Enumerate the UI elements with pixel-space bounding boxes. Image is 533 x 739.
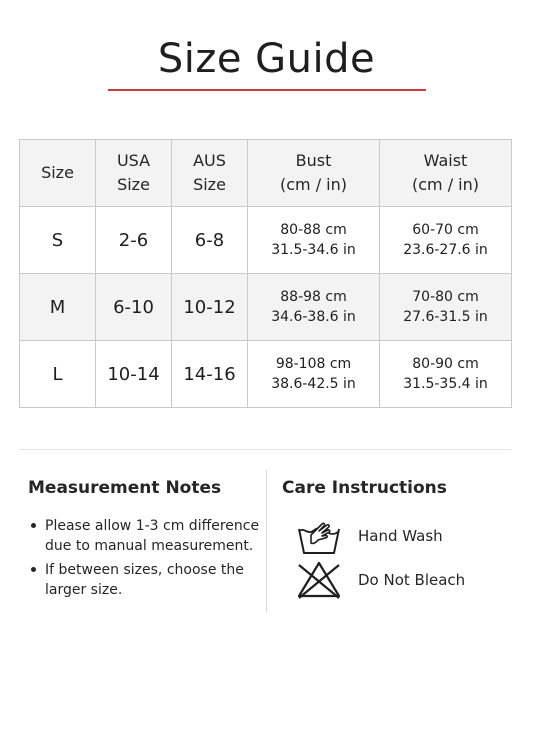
cell-waist: 80-90 cm 31.5-35.4 in (380, 341, 512, 408)
cell-usa-size: 6-10 (96, 274, 172, 341)
cell-aus-size: 6-8 (172, 207, 248, 274)
measurement-notes-list (28, 516, 264, 604)
table-row (20, 274, 512, 341)
care-label: Do Not Bleach (358, 571, 466, 589)
cell-usa-size: 10-14 (96, 341, 172, 408)
cell-usa-size: 2-6 (96, 207, 172, 274)
measurement-notes-title: Measurement Notes (28, 478, 222, 498)
page-title: Size Guide (157, 36, 376, 82)
cell-bust: 80-88 cm 31.5-34.6 in (248, 207, 380, 274)
cell-size: M (20, 274, 96, 341)
section-divider (19, 449, 511, 450)
list-item: Please allow 1-3 cm difference due to manual measurement. (28, 516, 264, 556)
header-bust: Bust (cm / in) (248, 140, 380, 207)
cell-aus-size: 14-16 (172, 341, 248, 408)
do-not-bleach-icon (296, 560, 342, 600)
care-label: Hand Wash (358, 527, 443, 545)
cell-waist: 60-70 cm 23.6-27.6 in (380, 207, 512, 274)
column-divider (266, 470, 267, 612)
care-instructions-title: Care Instructions (282, 478, 447, 498)
header-size: Size (20, 140, 96, 207)
table-header-row (20, 140, 512, 207)
title-underline (108, 89, 426, 91)
header-aus-size: AUS Size (172, 140, 248, 207)
table-row (20, 341, 512, 408)
care-item-hand-wash (296, 516, 506, 556)
hand-wash-icon (296, 516, 342, 556)
cell-size: L (20, 341, 96, 408)
cell-aus-size: 10-12 (172, 274, 248, 341)
cell-size: S (20, 207, 96, 274)
header-waist: Waist (cm / in) (380, 140, 512, 207)
table-row (20, 207, 512, 274)
cell-bust: 88-98 cm 34.6-38.6 in (248, 274, 380, 341)
header-usa-size: USA Size (96, 140, 172, 207)
cell-bust: 98-108 cm 38.6-42.5 in (248, 341, 380, 408)
list-item: If between sizes, choose the larger size. (28, 560, 264, 600)
cell-waist: 70-80 cm 27.6-31.5 in (380, 274, 512, 341)
care-item-do-not-bleach (296, 560, 506, 600)
size-table (19, 139, 512, 408)
